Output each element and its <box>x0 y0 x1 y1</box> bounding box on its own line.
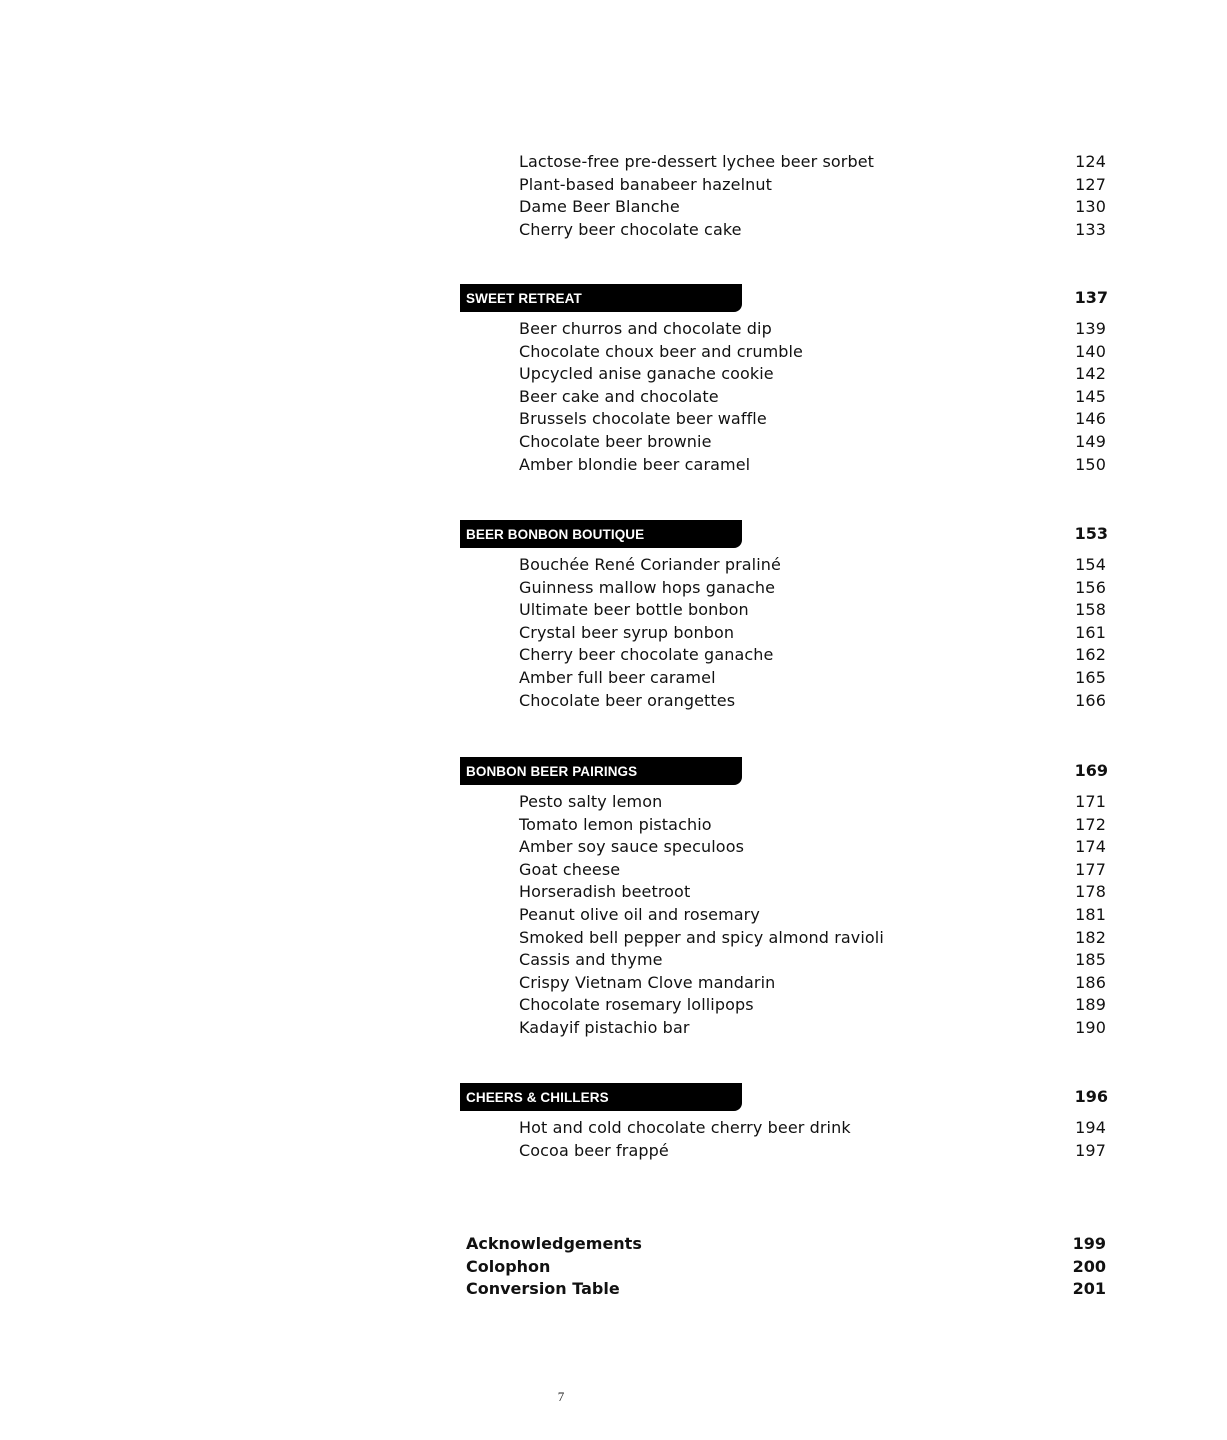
toc-entry-title: Chocolate beer brownie <box>519 431 712 451</box>
toc-entry <box>460 690 1110 713</box>
back-entry-title: Conversion Table <box>466 1279 620 1299</box>
toc-entry <box>460 363 1110 386</box>
toc-entry-page: 189 <box>1075 995 1106 1015</box>
toc-back-entry <box>460 1278 1110 1301</box>
toc-entry <box>460 881 1110 904</box>
toc-entry-title: Bouchée René Coriander praliné <box>519 555 781 574</box>
toc-entry <box>460 151 1110 174</box>
toc-entry-title: Tomato lemon pistachio <box>519 814 712 834</box>
toc-entry <box>460 836 1110 859</box>
toc-entry-title: Amber full beer caramel <box>519 667 716 687</box>
toc-entry-page: 185 <box>1075 950 1106 970</box>
toc-entry-page: 150 <box>1075 454 1106 474</box>
toc-section-beer-bonbon-boutique <box>460 520 1110 712</box>
toc-entry-title: Goat cheese <box>519 859 621 879</box>
toc-back-matter <box>460 1233 1110 1301</box>
toc-section-bonbon-beer-pairings <box>460 757 1110 1040</box>
toc-entry <box>460 972 1110 995</box>
section-title: SWEET RETREAT <box>466 291 582 306</box>
toc-entry-title: Plant-based banabeer hazelnut <box>519 174 772 194</box>
toc-entry-page: 171 <box>1075 792 1106 811</box>
toc-entry-title: Pesto salty lemon <box>519 792 663 811</box>
toc-entry-title: Dame Beer Blanche <box>519 197 680 217</box>
toc-entry <box>460 341 1110 364</box>
toc-entry-page: 190 <box>1075 1017 1106 1037</box>
toc-entry <box>460 196 1110 219</box>
toc-entry-title: Guinness mallow hops ganache <box>519 577 776 597</box>
toc-entry-page: 133 <box>1075 219 1106 239</box>
toc-entry <box>460 927 1110 950</box>
toc-entry-title: Horseradish beetroot <box>519 882 691 902</box>
toc-entry-title: Beer cake and chocolate <box>519 386 719 406</box>
toc-entry-page: 130 <box>1075 197 1106 217</box>
toc-entry <box>460 1017 1110 1040</box>
toc-entry <box>460 219 1110 242</box>
back-entry-page: 201 <box>1072 1279 1106 1299</box>
toc-entry-title: Ultimate beer bottle bonbon <box>519 600 749 620</box>
page-number: 7 <box>557 1389 565 1404</box>
toc-entry <box>460 644 1110 667</box>
toc-back-entry <box>460 1256 1110 1279</box>
toc-entry-page: 194 <box>1075 1118 1106 1137</box>
back-entry-title: Colophon <box>466 1256 551 1276</box>
toc-entry-title: Beer churros and chocolate dip <box>519 319 772 338</box>
toc-entry-page: 124 <box>1075 152 1106 171</box>
toc-entry-page: 166 <box>1075 690 1106 710</box>
toc-entry-page: 178 <box>1075 882 1106 902</box>
toc-entry <box>460 599 1110 622</box>
toc-entry-page: 162 <box>1075 645 1106 665</box>
toc-entry <box>460 949 1110 972</box>
section-title: BONBON BEER PAIRINGS <box>466 764 638 779</box>
toc-entry <box>460 577 1110 600</box>
toc-entry-title: Cherry beer chocolate cake <box>519 219 742 239</box>
toc-entry-title: Chocolate choux beer and crumble <box>519 341 804 361</box>
section-title: CHEERS & CHILLERS <box>466 1090 609 1105</box>
toc-entry-page: 197 <box>1075 1140 1106 1160</box>
section-header <box>460 1083 1110 1111</box>
toc-section-sweet-retreat <box>460 284 1110 476</box>
back-entry-page: 200 <box>1072 1256 1106 1276</box>
toc-intro-list <box>460 151 1110 241</box>
toc-entry-title: Crispy Vietnam Clove mandarin <box>519 972 776 992</box>
toc-entry-page: 140 <box>1075 341 1106 361</box>
section-page-number: 196 <box>1074 1087 1108 1106</box>
toc-entry-page: 145 <box>1075 386 1106 406</box>
toc-entry-page: 172 <box>1075 814 1106 834</box>
toc-entry <box>460 318 1110 341</box>
toc-entry-page: 154 <box>1075 555 1106 574</box>
toc-entry <box>460 994 1110 1017</box>
toc-entry-title: Crystal beer syrup bonbon <box>519 622 735 642</box>
toc-entry-page: 161 <box>1075 622 1106 642</box>
toc-entry-page: 174 <box>1075 837 1106 857</box>
section-header <box>460 520 1110 548</box>
toc-entry-page: 127 <box>1075 174 1106 194</box>
toc-entry-title: Upcycled anise ganache cookie <box>519 364 774 384</box>
toc-entry <box>460 904 1110 927</box>
toc-entry-page: 139 <box>1075 319 1106 338</box>
toc-entry-page: 181 <box>1075 904 1106 924</box>
toc-entry <box>460 408 1110 431</box>
section-page-number: 137 <box>1074 288 1108 307</box>
toc-entry <box>460 554 1110 577</box>
toc-entry <box>460 667 1110 690</box>
toc-entry <box>460 622 1110 645</box>
toc-back-entry <box>460 1233 1110 1256</box>
toc-entry-title: Cocoa beer frappé <box>519 1140 669 1160</box>
toc-entry-page: 158 <box>1075 600 1106 620</box>
toc-entry-title: Cassis and thyme <box>519 950 663 970</box>
toc-entry-page: 182 <box>1075 927 1106 947</box>
toc-entry-page: 156 <box>1075 577 1106 597</box>
toc-entry <box>460 174 1110 197</box>
toc-entry-title: Amber blondie beer caramel <box>519 454 751 474</box>
toc-entry <box>460 454 1110 477</box>
toc-entry-page: 186 <box>1075 972 1106 992</box>
back-entry-page: 199 <box>1072 1234 1106 1253</box>
back-entry-title: Acknowledgements <box>466 1234 642 1253</box>
toc-entry <box>460 1117 1110 1140</box>
toc-entry <box>460 431 1110 454</box>
toc-entry-page: 142 <box>1075 364 1106 384</box>
toc-entry-title: Amber soy sauce speculoos <box>519 837 745 857</box>
section-page-number: 169 <box>1074 761 1108 780</box>
toc-entry <box>460 859 1110 882</box>
toc-entry <box>460 1140 1110 1163</box>
toc-entry <box>460 814 1110 837</box>
section-header <box>460 284 1110 312</box>
toc-entry-title: Lactose-free pre-dessert lychee beer sorbet <box>519 152 875 171</box>
toc-entry-title: Chocolate beer orangettes <box>519 690 736 710</box>
toc-entry-title: Smoked bell pepper and spicy almond ravioli <box>519 927 884 947</box>
toc-entry-page: 165 <box>1075 667 1106 687</box>
section-title: BEER BONBON BOUTIQUE <box>466 527 645 542</box>
section-header <box>460 757 1110 785</box>
toc-entry-page: 149 <box>1075 431 1106 451</box>
toc-entry-title: Hot and cold chocolate cherry beer drink <box>519 1118 851 1137</box>
toc-entry-page: 146 <box>1075 409 1106 429</box>
toc-entry <box>460 791 1110 814</box>
toc-entry-title: Cherry beer chocolate ganache <box>519 645 774 665</box>
toc-entry <box>460 386 1110 409</box>
toc-entry-title: Brussels chocolate beer waffle <box>519 409 767 429</box>
toc-entry-title: Kadayif pistachio bar <box>519 1017 690 1037</box>
toc-entry-title: Chocolate rosemary lollipops <box>519 995 754 1015</box>
toc-section-cheers-chillers <box>460 1083 1110 1162</box>
toc-entry-title: Peanut olive oil and rosemary <box>519 904 760 924</box>
section-page-number: 153 <box>1074 524 1108 543</box>
toc-entry-page: 177 <box>1075 859 1106 879</box>
